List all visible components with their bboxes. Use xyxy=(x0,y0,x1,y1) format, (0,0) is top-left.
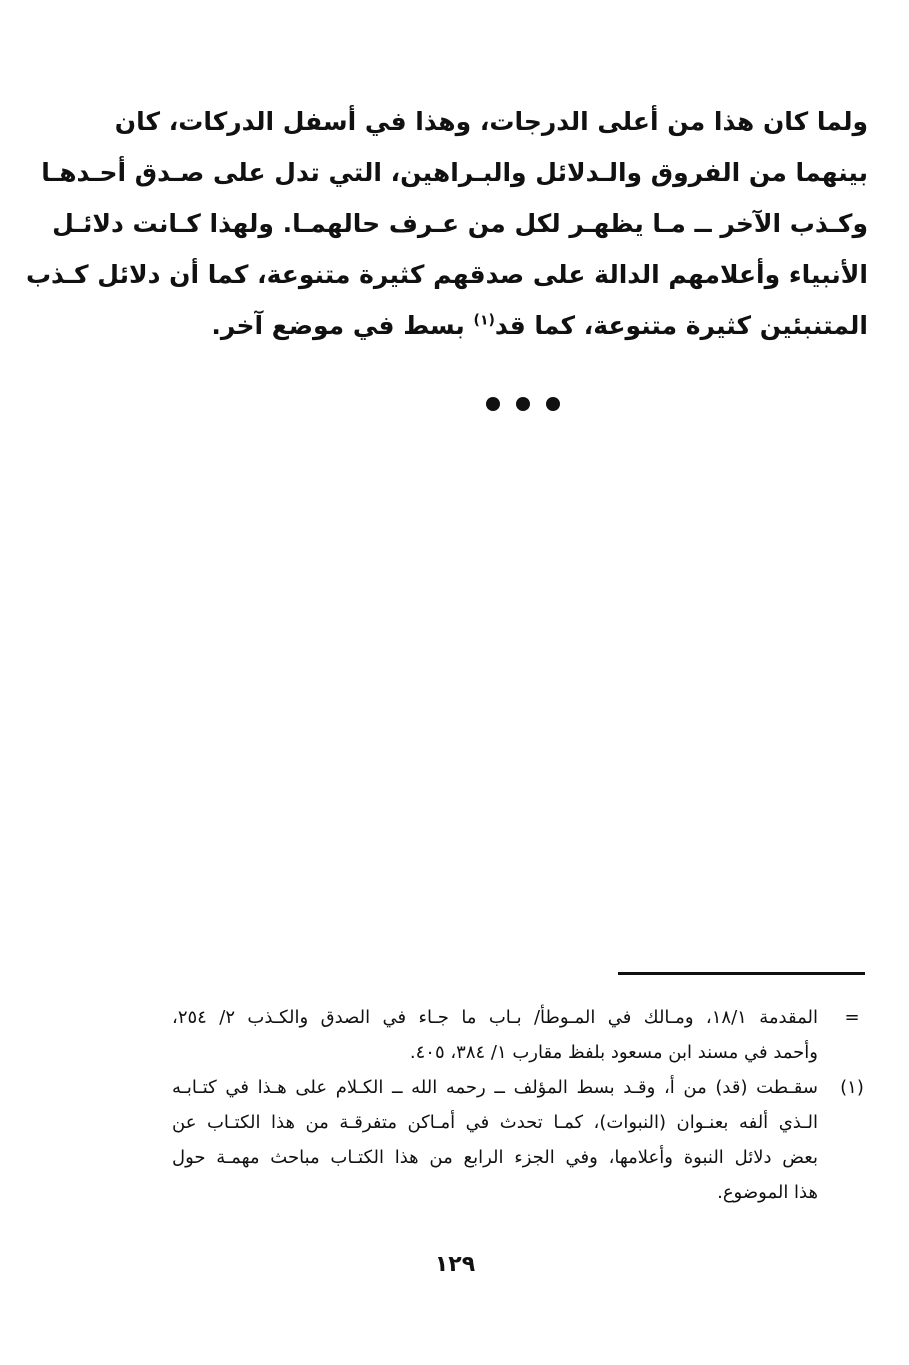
footnote-reference: (١) xyxy=(473,312,495,329)
page-number: ١٢٩ xyxy=(434,1252,476,1277)
paragraph-line: ولما كان هذا من أعلى الدرجات، وهذا في أسفل الدركات، كان xyxy=(114,107,868,136)
footnote-line: وأحمد في مسند ابن مسعود بلفظ مقارب ١/ ٣٨٤، ٤٠٥. xyxy=(409,1042,818,1063)
footnote-1 xyxy=(172,1070,872,1210)
continuation-marker: = xyxy=(844,1007,860,1028)
footnote-divider xyxy=(618,972,865,975)
footnote-line: المقدمة ١٨/١، ومـالك في المـوطأ/ بـاب ما جـاء في الصدق والكـذب ٢/ ٢٥٤، xyxy=(172,1007,818,1028)
separator-dot xyxy=(486,397,500,411)
paragraph-text-before-ref: المتنبئين كثيرة متنوعة، كما قد xyxy=(494,311,868,340)
footnote-line: هذا الموضوع. xyxy=(717,1182,818,1203)
paragraph-line: الأنبياء وأعلامهم الدالة على صدقهم كثيرة متنوعة، كما أن دلائل كـذب xyxy=(25,260,868,289)
footnotes-section xyxy=(172,1000,872,1210)
footnote-continuation xyxy=(172,1000,872,1070)
footnote-number: (١) xyxy=(840,1077,864,1098)
paragraph-text-after-ref: بسط في موضع آخر. xyxy=(211,311,474,340)
paragraph-line: بينهما من الفروق والـدلائل والبـراهين، التي تدل على صـدق أحـدهـا xyxy=(41,158,868,187)
main-paragraph xyxy=(25,96,868,351)
separator-dot xyxy=(516,397,530,411)
section-separator xyxy=(486,392,560,416)
footnote-line: سقـطت (قد) من أ، وقـد بسط المؤلف ــ رحمه الله ــ الكـلام على هـذا في كتـابـه xyxy=(172,1077,818,1098)
paragraph-line: وكـذب الآخر ــ مـا يظهـر لكل من عـرف حالهمـا. ولهذا كـانت دلائـل xyxy=(52,209,868,238)
footnote-line: الـذي ألفه بعنـوان (النبوات)، كمـا تحدث في أمـاكن متفرقـة من هذا الكتـاب عن xyxy=(172,1112,818,1133)
footnote-line: بعض دلائل النبوة وأعلامها، وفي الجزء الرابع من هذا الكتـاب مباحث مهمـة حول xyxy=(172,1147,818,1168)
paragraph-line-last xyxy=(176,300,868,351)
separator-dot xyxy=(546,397,560,411)
